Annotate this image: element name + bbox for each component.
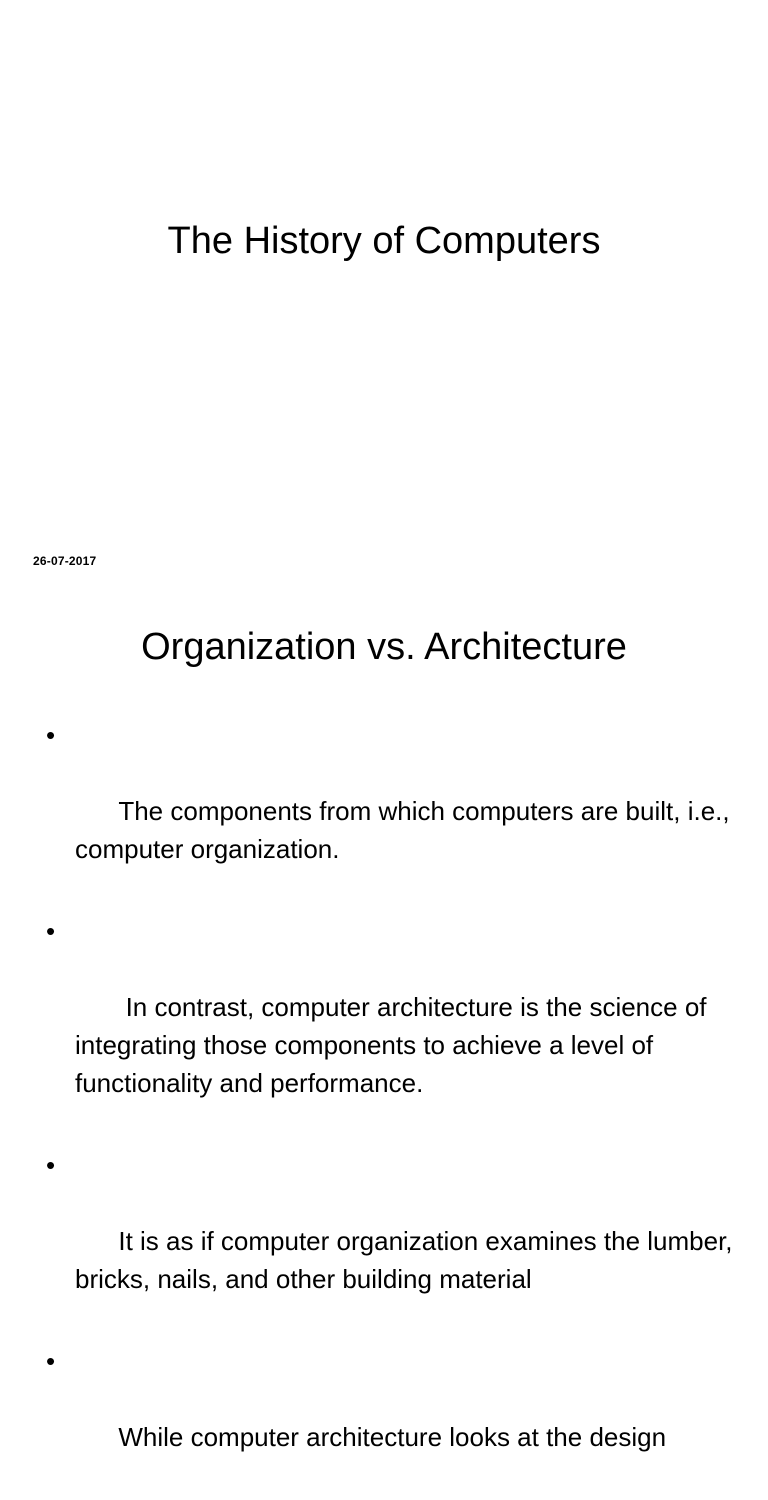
slide-title: Organization vs. Architecture bbox=[141, 626, 627, 668]
bullet-item bbox=[46, 1146, 746, 1336]
bullet-marker: • bbox=[46, 1150, 56, 1180]
bullet-text: It is as if computer organization examines the lumber, bricks, nails, and other building material bbox=[75, 1226, 740, 1294]
bullet-item bbox=[46, 1342, 746, 1494]
bullet-text: The components from which computers are built, i.e., computer organization. bbox=[75, 796, 737, 864]
bullet-text: In contrast, computer architecture is the science of integrating those components to achieve a level of functionality and performance. bbox=[75, 992, 714, 1098]
bullet-item bbox=[46, 716, 746, 906]
bullet-marker: • bbox=[46, 1346, 56, 1376]
title-slide bbox=[0, 0, 768, 578]
slide-date: 26-07-2017 bbox=[33, 554, 97, 568]
bullet-text: While computer architecture looks at the design bbox=[118, 1422, 667, 1452]
bullet-marker: • bbox=[46, 916, 56, 946]
slide-title: The History of Computers bbox=[167, 220, 601, 262]
bullet-item bbox=[46, 912, 746, 1140]
bullet-marker: • bbox=[46, 720, 56, 750]
content-slide bbox=[0, 578, 768, 1452]
bullet-list bbox=[46, 716, 746, 1500]
